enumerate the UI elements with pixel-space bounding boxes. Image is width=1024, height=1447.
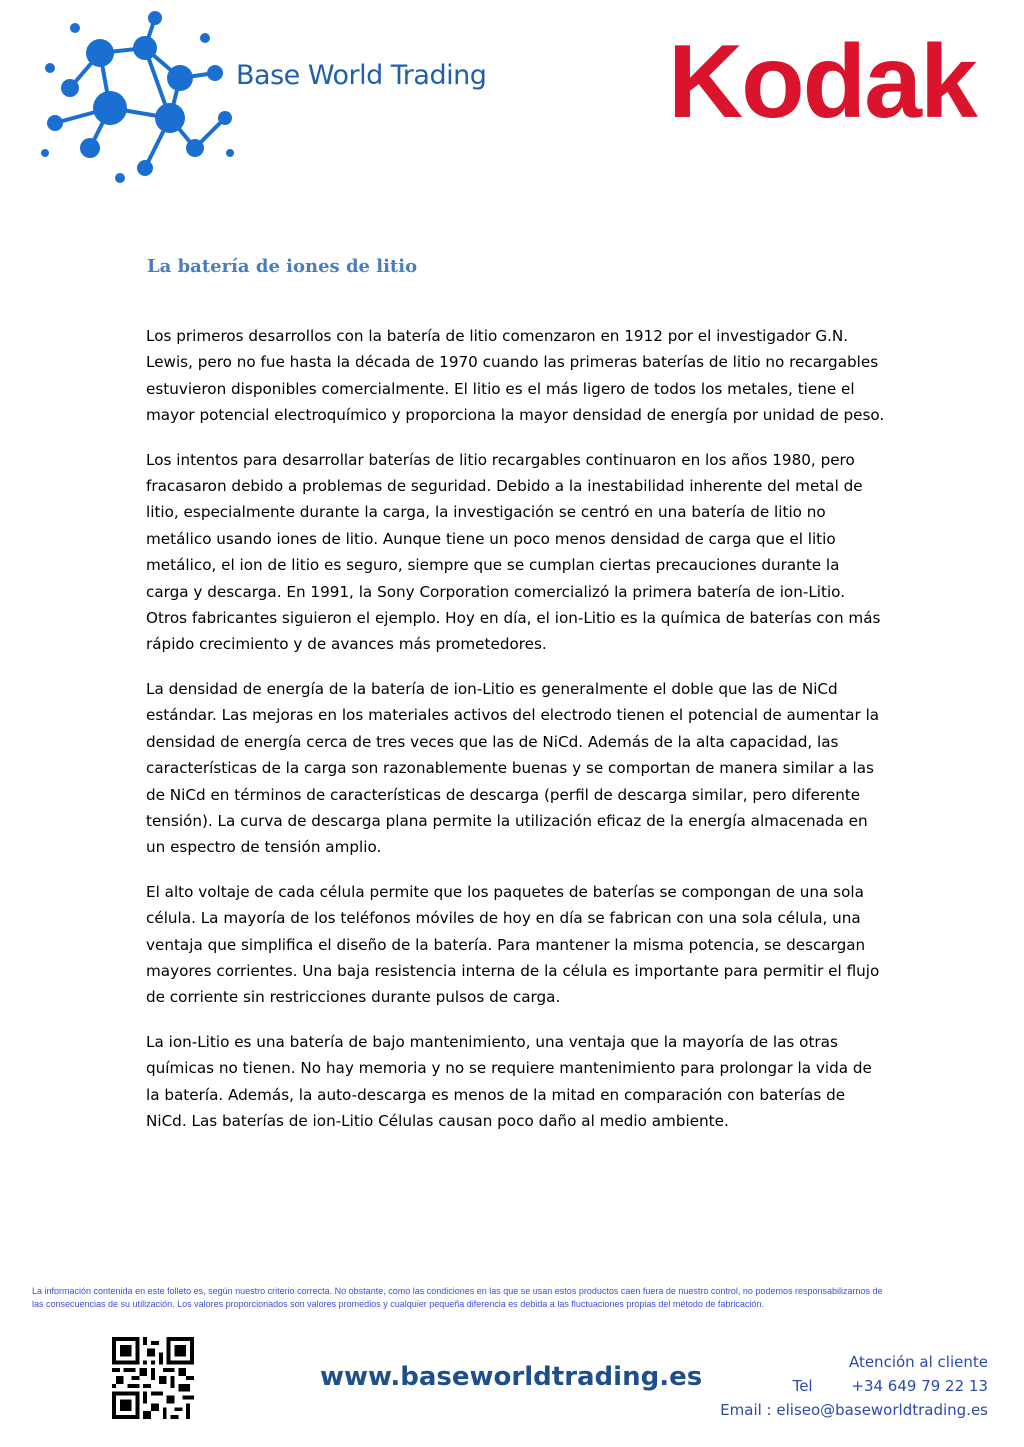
disclaimer-line: las consecuencias de su utilización. Los valores proporcionados son valores promedios y cualquier pequeña diferencia es debida a las fluctuaciones propias del método de fabricación. bbox=[32, 1299, 764, 1309]
website-link[interactable]: www.baseworldtrading.es bbox=[320, 1362, 703, 1392]
paragraph: Los primeros desarrollos con la batería de litio comenzaron en 1912 por el investigador G.N. Lewis, pero no fue hasta la década de 1970 cuando las primeras baterías de litio no recargables estuvieron disponibles comercialmente. El litio es el más ligero de todos los metales, tiene el mayor potencial electroquímico y proporciona la mayor densidad de energía por unidad de peso. bbox=[146, 327, 885, 425]
disclaimer bbox=[32, 1285, 1012, 1311]
paragraph: El alto voltaje de cada célula permite que los paquetes de baterías se compongan de una sola célula. La mayoría de los teléfonos móviles de hoy en día se fabrican con una sola célula, una ventaja que simplifica el diseño de la batería. Para mantener la misma potencia, se descargan mayores corrientes. Una baja resistencia interna de la célula es importante para permitir el flujo de corriente sin restricciones durante pulsos de carga. bbox=[146, 882, 880, 1007]
contact-block bbox=[720, 1350, 988, 1422]
phone-number[interactable]: +34 649 79 22 13 bbox=[851, 1377, 988, 1395]
disclaimer-line: La información contenida en este folleto es, según nuestro criterio correcta. No obstante, como las condiciones en las que se usan estos productos caen fuera de nuestro control, no podemos responsabilizarnos de bbox=[32, 1286, 883, 1296]
page-title: La batería de iones de litio bbox=[147, 256, 418, 277]
phone-label: Tel bbox=[792, 1377, 813, 1395]
base-world-trading-logo-icon bbox=[30, 8, 240, 188]
paragraph: La densidad de energía de la batería de ion-Litio es generalmente el doble que las de NiCd estándar. Las mejoras en los materiales activos del electrodo tienen el potencial de aumentar la densidad de energía cerca de tres veces que las de NiCd. Además de la alta capacidad, las características de la carga son razonablemente buenas y se comportan de manera similar a las de NiCd en términos de características de descarga (perfil de descarga similar, pero diferente tensión). La curva de descarga plana permite la utilización eficaz de la energía almacenada en un espectro de tensión amplio. bbox=[146, 679, 880, 857]
phone-row bbox=[720, 1374, 988, 1398]
contact-title: Atención al cliente bbox=[848, 1353, 988, 1371]
page-header bbox=[0, 0, 1024, 200]
qr-code-icon bbox=[112, 1337, 194, 1419]
company-name: Base World Trading bbox=[236, 60, 487, 91]
paragraph: Los intentos para desarrollar baterías de litio recargables continuaron en los años 1980, pero fracasaron debido a problemas de seguridad. Debido a la inestabilidad inherente del metal de litio, especialmente durante la carga, la investigación se centró en una batería de litio no metálico usando iones de litio. Aunque tiene un poco menos densidad de carga que el litio metálico, el ion de litio es seguro, siempre que se cumplan ciertas precauciones durante la carga y descarga. En 1991, la Sony Corporation comercializó la primera batería de ion-Litio. Otros fabricantes siguieron el ejemplo. Hoy en día, el ion-Litio es la química de baterías con más rápido crecimiento y de avances más prometedores. bbox=[146, 450, 881, 654]
kodak-logo: Kodak bbox=[668, 24, 976, 140]
article-body bbox=[146, 323, 886, 1152]
paragraph: La ion-Litio es una batería de bajo mantenimiento, una ventaja que la mayoría de las otras químicas no tienen. No hay memoria y no se requiere mantenimiento para prolongar la vida de la batería. Además, la auto-descarga es menos de la mitad en comparación con baterías de NiCd. Las baterías de ion-Litio Células causan poco daño al medio ambiente. bbox=[146, 1032, 872, 1130]
email-link[interactable]: Email : eliseo@baseworldtrading.es bbox=[720, 1401, 988, 1419]
